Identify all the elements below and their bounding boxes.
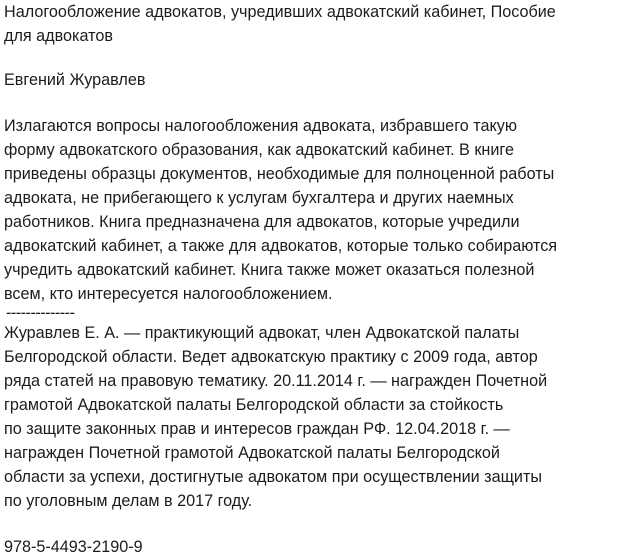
author-bio: Журавлев Е. А. — практикующий адвокат, член Адвокатской палаты Белгородской области. Ведет адвокатскую практику с 2009 года, автор ряда статей на правовую тематику. 20.11.2014 г. — награжден Почетной грамотой Адвокатской палаты Белгородской области за стойкость по защите законных прав и интересов граждан РФ. 12.04.2018 г. — награжден Почетной грамотой Адвокатской палаты Белгородской области за успехи, достигнутые адвокатом при осуществлении защиты по уголовным делам в 2017 году.	[4, 324, 548, 510]
book-description: Излагаются вопросы налогообложения адвоката, избравшего такую форму адвокатского образования, как адвокатский кабинет. В книге приведены образцы документов, необходимые для полноценной работы адвоката, не прибегающего к услугам бухгалтера и других наемных работников. Книга предназначена для адвокатов, которые учредили адвокатский кабинет, а также для адвокатов, которые только собираются учредить адвокатский кабинет. Книга также может оказаться полезной всем, кто интересуется налогообложением.	[4, 117, 558, 303]
book-title: Налогообложение адвокатов, учредивших адвокатский кабинет, Пособие для адвокатов	[4, 3, 556, 45]
separator-line: --------------	[6, 304, 75, 322]
book-author: Евгений Журавлев	[4, 71, 146, 89]
book-isbn: 978-5-4493-2190-9	[4, 538, 143, 556]
document-body	[4, 0, 626, 559]
